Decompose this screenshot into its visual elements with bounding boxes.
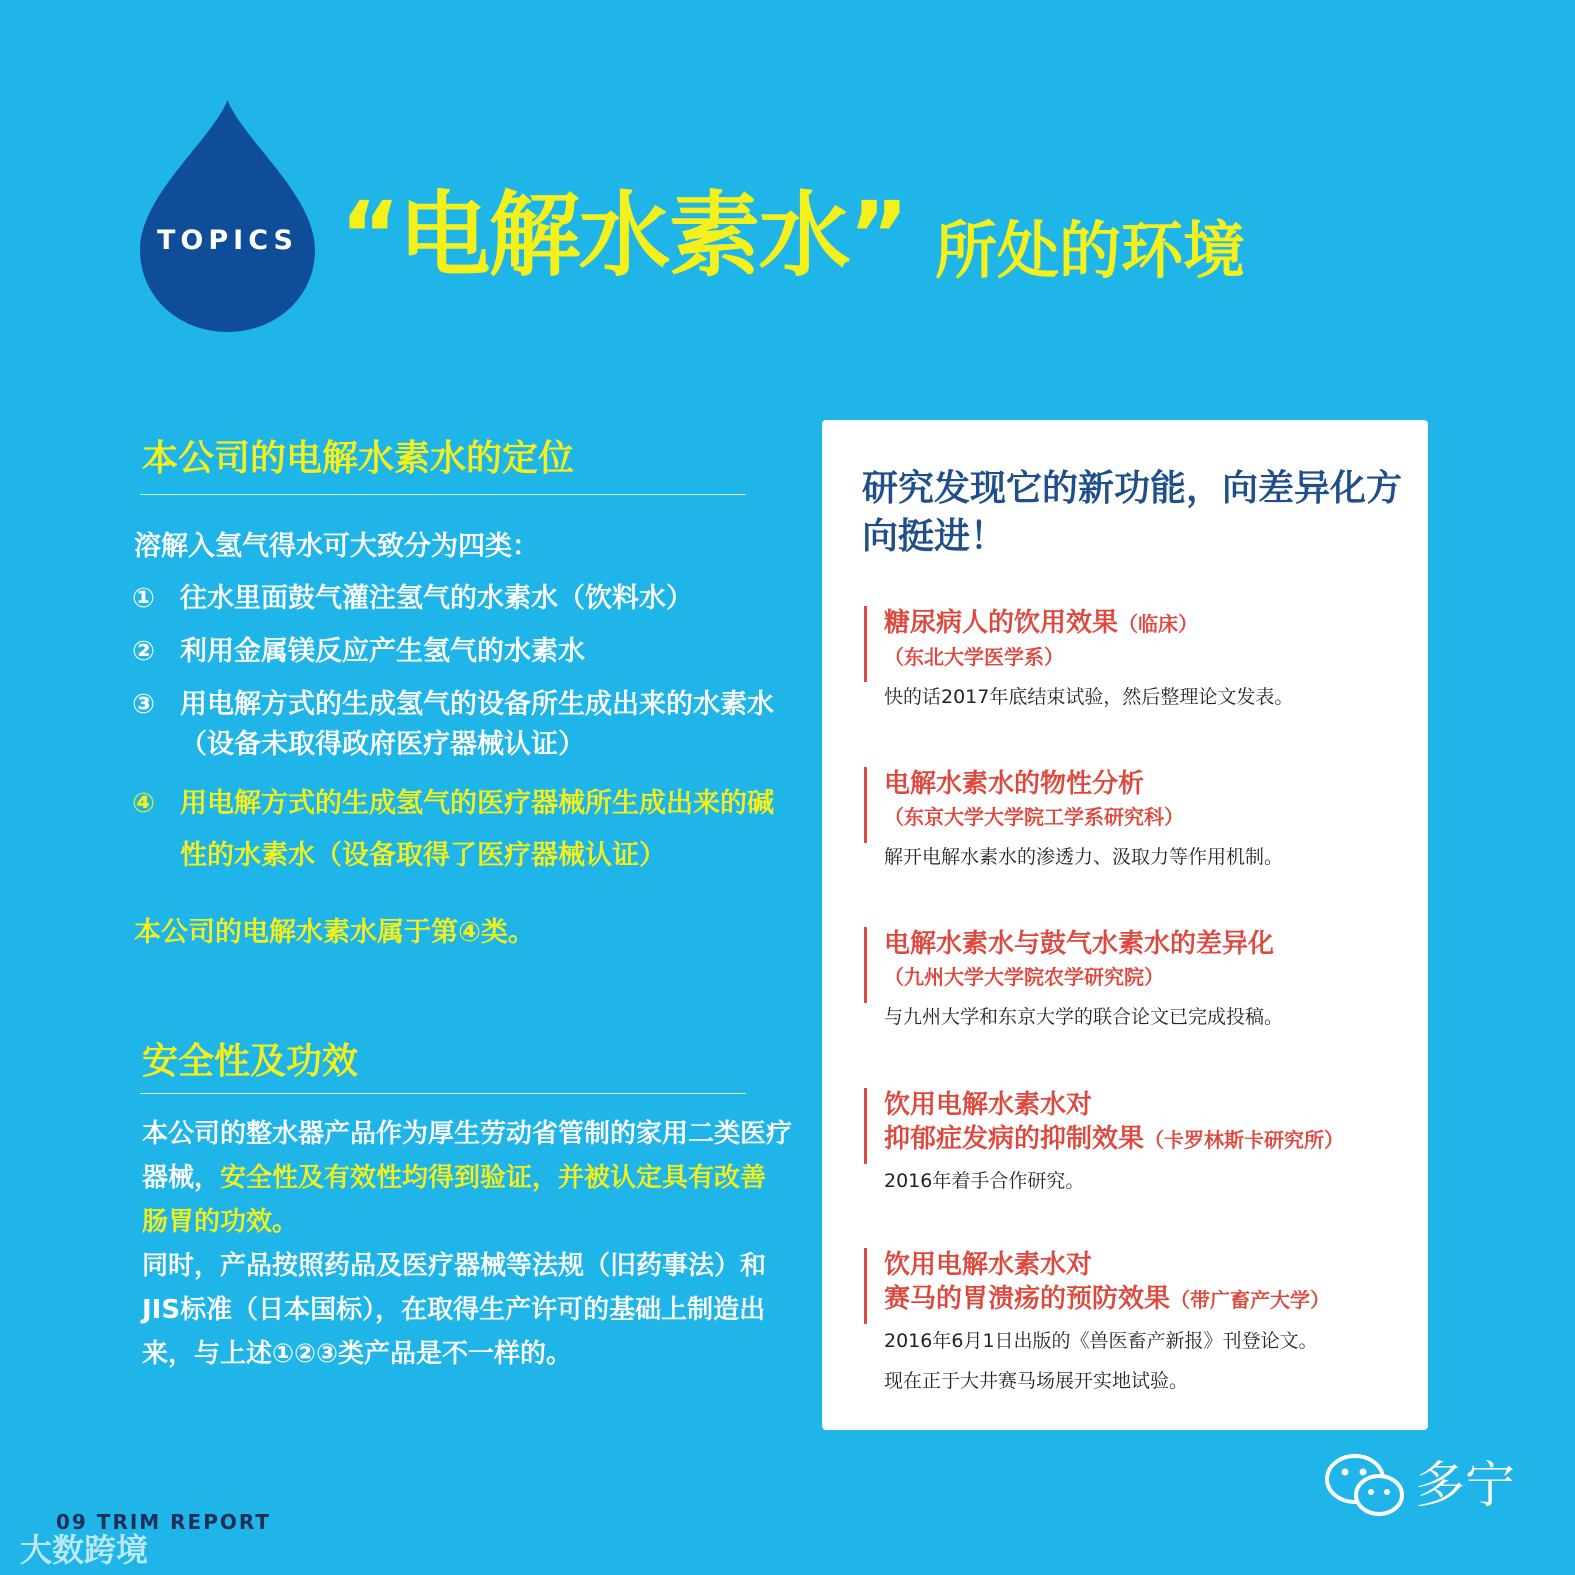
list-item-4 — [132, 778, 790, 882]
entry-accent-bar — [864, 606, 867, 682]
positioning-title: 本公司的电解水素水的定位 — [142, 438, 575, 479]
positioning-conclusion: 本公司的电解水素水属于第④类。 — [134, 917, 535, 948]
page-subtitle: 所处的环境 — [935, 214, 1246, 287]
entry-org: （东北大学医学系） — [884, 645, 1064, 669]
entry-heading: 饮用电解水素水对 — [884, 1090, 1093, 1120]
list-text-4: 用电解方式的生成氢气的医疗器械所生成出来的碱性的水素水（设备取得了医疗器械认证） — [180, 788, 774, 871]
source-watermark: 大数跨境 — [20, 1531, 149, 1569]
safety-title: 安全性及功效 — [142, 1041, 359, 1082]
list-num-1: ① — [132, 583, 155, 614]
entry-heading-2: 抑郁症发病的抑制效果（卡罗林斯卡研究所） — [884, 1124, 1345, 1154]
positioning-intro: 溶解入氢气得水可大致分为四类： — [134, 531, 539, 562]
entry-desc: 解开电解水素水的渗透力、汲取力等作用机制。 — [884, 846, 1284, 868]
research-entry-5 — [864, 1248, 1404, 1401]
list-num-4: ④ — [132, 788, 155, 819]
card-title: 研究发现它的新功能，向差异化方向挺进！ — [862, 468, 1403, 557]
entry-accent-bar — [864, 767, 867, 843]
entry-tag: （卡罗林斯卡研究所） — [1144, 1128, 1345, 1152]
safety-text: 本公司的整水器产品作为厚生劳动省管制的家用二类医疗器械， — [142, 1119, 793, 1193]
safety-highlight: 安全性及有效性均得到验证，并被认定具有改善肠胃的功效。 — [142, 1163, 767, 1237]
list-item-2 — [132, 632, 790, 672]
list-text-2: 利用金属镁反应产生氢气的水素水 — [180, 636, 585, 667]
safety-paragraph-2: 同时，产品按照药品及医疗器械等法规（旧药事法）和JIS标准（日本国标），在取得生产许可的基础上制造出来，与上述①②③类产品是不一样的。 — [142, 1251, 767, 1369]
entry-desc-2: 现在正于大井赛马场展开实地试验。 — [884, 1370, 1189, 1392]
entry-org: （九州大学大学院农学研究院） — [884, 965, 1164, 989]
safety-paragraph-1 — [142, 1112, 792, 1244]
list-text-3: 用电解方式的生成氢气的设备所生成出来的水素水（设备未取得政府医疗器械认证） — [180, 689, 774, 760]
entry-heading: 糖尿病人的饮用效果（临床） — [884, 608, 1199, 638]
research-entry-4 — [864, 1088, 1404, 1201]
topics-badge: TOPICS — [157, 225, 298, 256]
entry-tag: （临床） — [1118, 612, 1199, 636]
entry-accent-bar — [864, 1248, 867, 1324]
entry-org: （东京大学大学院工学系研究科） — [884, 805, 1184, 829]
list-num-3: ③ — [132, 689, 155, 720]
research-entry-3 — [864, 927, 1404, 1037]
entry-heading-2: 赛马的胃溃疡的预防效果（带广畜产大学） — [884, 1284, 1331, 1314]
wechat-icon — [1325, 1452, 1405, 1520]
list-item-1 — [132, 579, 790, 619]
entry-accent-bar — [864, 927, 867, 1003]
entry-desc: 快的话2017年底结束试验，然后整理论文发表。 — [884, 686, 1294, 708]
entry-heading: 饮用电解水素水对 — [884, 1250, 1093, 1280]
entry-heading: 电解水素水的物性分析 — [884, 769, 1145, 799]
list-num-2: ② — [132, 636, 155, 667]
list-text-1: 往水里面鼓气灌注氢气的水素水（饮料水） — [180, 583, 693, 614]
positioning-divider — [140, 494, 746, 495]
research-entry-1 — [864, 606, 1404, 717]
entry-desc: 2016年6月1日出版的《兽医畜产新报》刊登论文。 — [884, 1330, 1318, 1352]
water-drop-icon — [140, 100, 315, 332]
list-item-3 — [132, 685, 790, 765]
wechat-account-name: 多宁 — [1415, 1456, 1515, 1514]
safety-divider — [140, 1093, 746, 1094]
research-entry-2 — [864, 767, 1404, 877]
page-title: “电解水素水” — [340, 182, 907, 289]
page-footer: 09 TRIM REPORT — [56, 1510, 272, 1534]
entry-desc: 2016年着手合作研究。 — [884, 1170, 1085, 1192]
entry-tag: （带广畜产大学） — [1170, 1288, 1331, 1312]
entry-heading: 电解水素水与鼓气水素水的差异化 — [884, 929, 1275, 959]
entry-accent-bar — [864, 1088, 867, 1164]
entry-desc: 与九州大学和东京大学的联合论文已完成投稿。 — [884, 1006, 1284, 1028]
